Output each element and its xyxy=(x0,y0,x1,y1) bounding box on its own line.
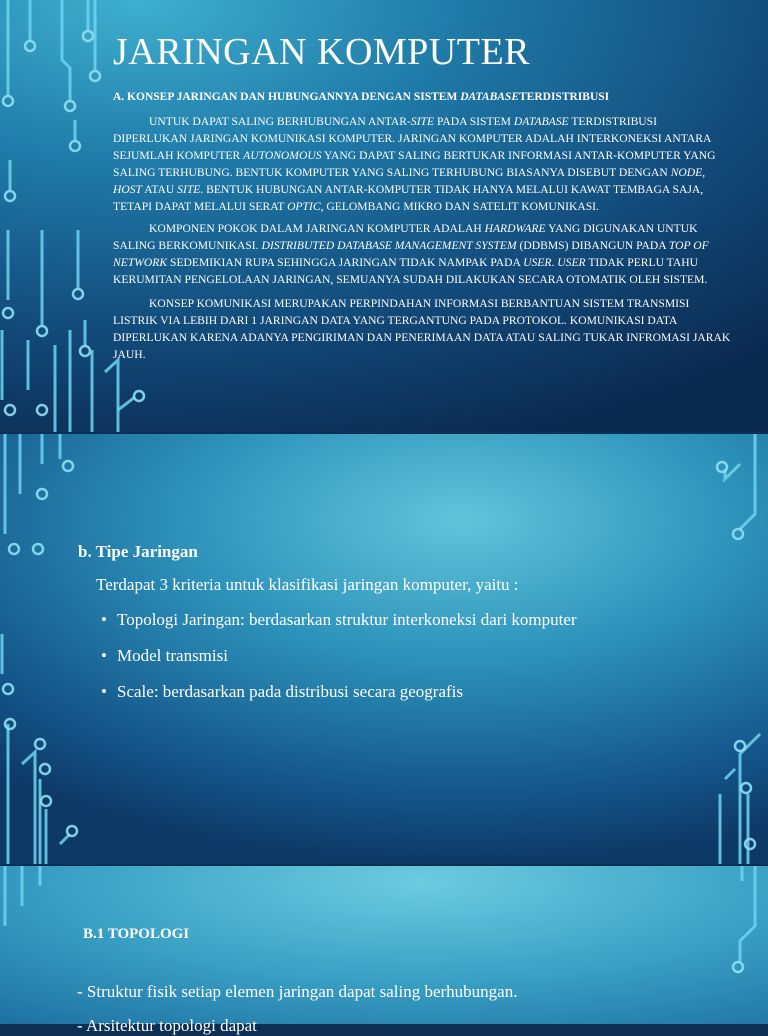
bullet-icon: • xyxy=(101,682,107,701)
list-item: • Scale: berdasarkan pada distribusi secara geografis xyxy=(101,682,463,701)
intro-text: Terdapat 3 kriteria untuk klasifikasi jaringan komputer, yaitu : xyxy=(96,575,519,594)
list-item: • Model transmisi xyxy=(101,646,228,665)
section-heading: B.1 TOPOLOGI xyxy=(83,926,190,942)
paragraph-3: KONSEP KOMUNIKASI MERUPAKAN PERPINDAHAN INFORMASI BERBANTUAN SISTEM TRANSMISI LISTRIK VIA LEBIH DARI 1 JARINGAN DATA YANG TERGANTUNG PADA PROTOKOL. KOMUNIKASI DATA DIPERLUKAN KARENA ADANYA PENGIRIMAN DAN PENERIMAAN DATA ATAU SALING TUKAR INFROMASI JARAK JAUH. xyxy=(113,297,731,361)
bullet-list xyxy=(101,610,577,718)
slide-2 xyxy=(0,434,768,864)
bullet-icon: • xyxy=(101,646,107,665)
slide-1 xyxy=(0,0,768,432)
bullet-icon: • xyxy=(101,610,107,629)
section-heading: b. Tipe Jaringan xyxy=(78,542,198,561)
body-line: - Arsitektur topologi dapat xyxy=(77,1016,257,1035)
body-line: - Struktur fisik setiap elemen jaringan dapat saling berhubungan. xyxy=(77,982,518,1001)
paragraph-1: UNTUK DAPAT SALING BERHUBUNGAN ANTAR-SITE PADA SISTEM DATABASE TERDISTRIBUSI DIPERLUKAN JARINGAN KOMUNIKASI KOMPUTER. JARINGAN KOMPUTER ADALAH INTERKONEKSI ANTARA SEJUMLAH KOMPUTER AUTONOMOUS YANG DAPAT SALING BERTUKAR INFORMASI ANTAR-KOMPUTER YANG SALING TERHUBUNG. BENTUK KOMPUTER YANG SALING TERHUBUNG BIASANYA DISEBUT DENGAN NODE, HOST ATAU SITE. BENTUK HUBUNGAN ANTAR-KOMPUTER TIDAK HANYA MELALUI KAWAT TEMBAGA SAJA, TETAPI DAPAT MELALUI SERAT OPTIC, GELOMBANG MIKRO DAN SATELIT KOMUNIKASI. xyxy=(113,115,716,213)
list-item: • Topologi Jaringan: berdasarkan struktur interkoneksi dari komputer xyxy=(101,610,577,629)
slide-title: JARINGAN KOMPUTER xyxy=(113,31,531,73)
slide-3 xyxy=(0,866,768,1035)
paragraph-2: KOMPONEN POKOK DALAM JARINGAN KOMPUTER ADALAH HARDWARE YANG DIGUNAKAN UNTUK SALING BERKOMUNIKASI. DISTRIBUTED DATABASE MANAGEMENT SYSTEM (DDBMS) DIBANGUN PADA TOP OF NETWORK SEDEMIKIAN RUPA SEHINGGA JARINGAN TIDAK NAMPAK PADA USER. USER TIDAK PERLU TAHU KERUMITAN PENGELOLAAN JARINGAN, SEMUANYA SUDAH DILAKUKAN SECARA OTOMATIK OLEH SISTEM. xyxy=(113,222,709,286)
section-subtitle: A. KONSEP JARINGAN DAN HUBUNGANNYA DENGAN SISTEM DATABASETERDISTRIBUSI xyxy=(113,91,610,103)
